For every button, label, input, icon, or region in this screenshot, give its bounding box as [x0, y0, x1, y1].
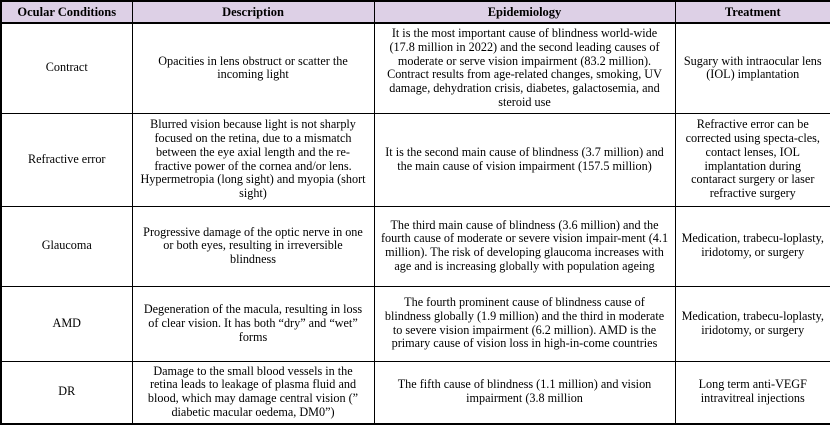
cell-condition [1, 23, 132, 113]
cell-condition-text: DR [58, 384, 76, 399]
cell-epidemiology [374, 23, 675, 113]
cell-epidemiology [374, 206, 675, 286]
cell-treatment [675, 286, 830, 361]
table-row [1, 113, 830, 206]
cell-treatment-text: Refractive error can be corrected using specta-cles, contact lenses, IOL implantation during contaract surgery or laser refractive surgery [685, 117, 820, 201]
cell-description [132, 361, 374, 424]
column-header-ocular-conditions: Ocular Conditions [1, 1, 132, 23]
cell-treatment-text: Long term anti-VEGF intravitreal injections [698, 377, 807, 406]
cell-description [132, 286, 374, 361]
cell-condition-text: Refractive error [28, 151, 106, 166]
cell-epidemiology-text: The third main cause of blindness (3.6 million) and the fourth cause of moderate or severe vision impair-ment (4.1 million). The risk of developing glaucoma increases with age and is increasing globally with population ageing [380, 217, 669, 273]
cell-treatment-text: Medication, trabecu-loplasty, iridotomy, or surgery [681, 308, 824, 337]
table-row [1, 361, 830, 424]
cell-epidemiology-text: The fifth cause of blindness (1.1 million) and vision impairment (3.8 million [397, 377, 652, 406]
cell-description-text: Damage to the small blood vessels in the retina leads to leakage of plasma fluid and blood, which may damage central vision (” diabetic macular oedema, DM0”) [147, 363, 359, 420]
cell-treatment-text: Medication, trabecu-loplasty, iridotomy, or surgery [681, 231, 824, 260]
table-row [1, 23, 830, 113]
table-body [1, 23, 830, 424]
table-row [1, 286, 830, 361]
table-header-row [1, 1, 830, 23]
cell-description [132, 206, 374, 286]
cell-description [132, 23, 374, 113]
cell-condition [1, 113, 132, 206]
cell-treatment [675, 23, 830, 113]
cell-epidemiology-text: The fourth prominent cause of blindness cause of blindness globally (1.9 million) and the third in moderate to severe vision impairment (6.2 million). AMD is the primary cause of vision loss in high-in-come countries [384, 295, 665, 351]
cell-condition [1, 206, 132, 286]
column-header-epidemiology: Epidemiology [374, 1, 675, 23]
table-header [1, 1, 830, 23]
cell-epidemiology-text: It is the second main cause of blindness (3.7 million) and the main cause of vision impairment (157.5 million) [385, 144, 664, 173]
cell-description [132, 113, 374, 206]
cell-condition-text: AMD [52, 315, 81, 330]
table-row [1, 206, 830, 286]
cell-condition-text: Contract [45, 60, 88, 75]
cell-description-text: Opacities in lens obstruct or scatter the incoming light [158, 53, 348, 82]
cell-description-text: Blurred vision because light is not sharply focused on the retina, due to a mismatch between the eye axial length and the re-fractive power of the cornea and/or lens. Hypermetropia (long sight) and myopia (short sight) [140, 117, 366, 201]
column-header-description: Description [132, 1, 374, 23]
cell-epidemiology [374, 286, 675, 361]
cell-description-text: Degeneration of the macula, resulting in loss of clear vision. It has both “dry” and “wet” forms [143, 302, 363, 344]
cell-treatment [675, 361, 830, 424]
cell-treatment [675, 113, 830, 206]
cell-condition-text: Glaucoma [41, 238, 92, 253]
cell-epidemiology [374, 113, 675, 206]
cell-epidemiology [374, 361, 675, 424]
cell-description-text: Progressive damage of the optic nerve in one or both eyes, resulting in irreversible blindness [143, 224, 363, 267]
cell-treatment [675, 206, 830, 286]
cell-treatment-text: Sugary with intraocular lens (IOL) implantation [683, 53, 822, 82]
column-header-treatment: Treatment [675, 1, 830, 23]
cell-condition [1, 286, 132, 361]
cell-condition [1, 361, 132, 424]
cell-epidemiology-text: It is the most important cause of blindness world-wide (17.8 million in 2022) and the second leading causes of moderate or serve vision impairment (83.2 million). Contract results from age-related changes, smoking, UV damage, dehydration crisis, diabetes, galactosemia, and steroid use [387, 26, 662, 109]
